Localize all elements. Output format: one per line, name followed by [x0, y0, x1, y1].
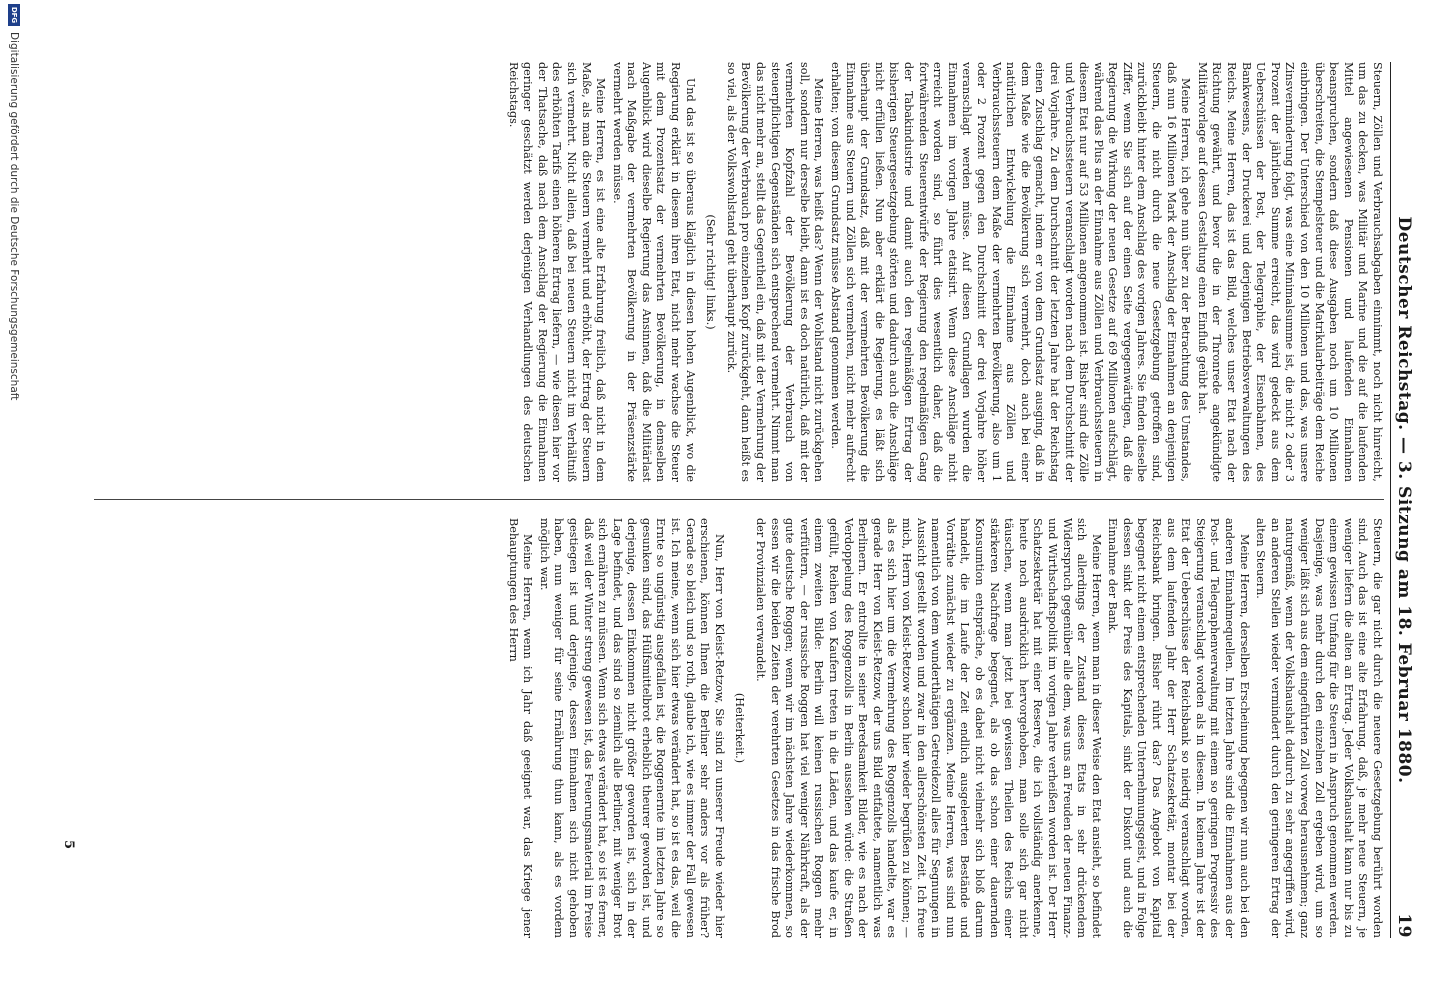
running-title: Deutscher Reichstag. — 3. Sitzung am 18. Februar 1880.	[1394, 216, 1414, 784]
paragraph: Meine Herren, wenn ich Jahr daß geeignet war, das Kriege jener Behauptungen des Herrn	[506, 518, 535, 938]
interjection: (Sehr richtig! links.)	[704, 214, 718, 330]
interjection: (Heiterkeit.)	[733, 692, 747, 764]
page-number: 19	[1394, 913, 1414, 938]
paragraph: Steuern, Zöllen und Verbrauchsabgaben einnimmt, noch nicht hinreicht, um das zu decken, was Militär und Marine und die auf die laufenden Mittel angewiesenen Pensionen und laufenden Einnahmen beanspruchen, sondern daß diese Ausgaben noch um 10 Millionen überschreiten, die Stempelsteuer und die Matrikularbeiträge dem Reiche einbringen. Der Unterschied von den 10 Millionen und das, was unsere Zinsverminderung folgt, was eine Minimalsumme ist, die nicht 2 oder 3 Prozent der jährlichen Summe erreicht, das wird gedeckt aus dem Ueberschüssen der Post, der Telegraphie, der Eisenbahnen, des Bankwesens, der Druckerei und derjenigen Betriebsverwaltungen des Reichs. Meine Herren, das ist das Bild, welches unser Etat nach der Richtung gewährt, und bevor die in der Thronrede angekündigte Militärvorlage auf dessen Gestaltung einen Einfluß geübt hat.	[1195, 62, 1384, 482]
paragraph: Meine Herren, ich gehe nun über zu der Betrachtung des Umstandes, daß nun 16 Millionen Mark der Anschlag der Einnahmen an denjenigen Steuern, die nicht durch die neue Gesetzgebung getroffen sind, zurückbleibt hinter dem Anschlag des vorigen Jahres. Sie finden dieselbe Ziffer, wenn Sie sich auf der einen Seite vergegenwärtigen, daß die Regierung die Wirkung der neuen Gesetze auf 69 Millionen aufschlägt, während das Plus an der Einnahme aus Zöllen und Verbrauchssteuern in diesem Etat nur auf 53 Millionen angenommen ist. Bisher sind die Zölle und Verbrauchssteuern veranschlagt worden nach dem Durchschnitt der drei Vorjahre. Zu dem Durchschnitt der letzten Jahre hat der Reichstag einen Zuschlag gemacht, indem er von dem Grundsatz ausging, daß in dem Maße wie die Bevölkerung sich vermehrt, doch auch bei einer natürlichen Entwickelung die Einnahme aus Zöllen und Verbrauchssteuern dem Maße der vermehrten Bevölkerung, also um 1 oder 2 Prozent gegen den Durchschnitt der drei Vorjahre höher veranschlagt werden müsse. Auf diesen Grundlagen wurden die Einnahmen im vorigen Jahre etatisirt. Wenn diese Anschläge nicht erreicht worden sind, so führt dies wesentlich daher, daß die fortwährenden Steuerentwürfe der Regierung den regelmäßigen Gang der Tabakindustrie und damit auch den regelmäßigen Ertrag der bisherigen Steuergesetzgebung störten und dadurch auch die Anschläge nicht erfüllen ließen. Nun aber erklärt die Regierung, es läßt sich überhaupt der Grundsatz, daß mit der vermehrten Bevölkerung die Einnahme aus Steuern und Zöllen sich vermehren, nicht mehr aufrecht erhalten; von diesem Grundsatz müsse Abstand genommen werden.	[829, 62, 1193, 482]
text-columns	[84, 62, 1384, 938]
paragraph: Meine Herren, derselben Erscheinung begegnen wir nun auch bei den anderen Einnahmequellen. Im letzten Jahre sind die Einnahmen aus der Post- und Telegraphenverwaltung mit einem so geringen Progressiv des Steigerung veranschlagt worden als in diesem. In keinem Jahre ist der Etat der Ueberschüsse der Reichsbank so niedrig veranschlagt worden, aus dem laufenden Jahr der Herr Schatzsekretär, montar bei der Reichsbank bringen. Bisher rührt das? Das Angebot von Kapital begegnet nicht einem entsprechenden Unternehmungsgeist, und in Folge dessen sinkt der Preis des Kapitals, sinkt der Diskont und auch die Einnahme der Bank.	[1106, 518, 1251, 938]
paragraph: Meine Herren, was heißt das? Wenn der Wohlstand nicht zurückgehen soll, sondern nur derselbe bleibt, dann ist es doch natürlich, daß mit der vermehrten Kopfzahl der Bevölkerung der Verbrauch von steuerpflichtigen Gegenständen sich entsprechend vermehrt. Nimmt man das nicht mehr an, stellt das Gegentheil ein, daß mit der Vermehrung der Bevölkerung der Verbrauch pro einzelnen Kopf zurückgeht, dann heißt es so viel, als der Volkswohlstand geht überhaupt zurück.	[724, 62, 826, 482]
credit-text: Digitalisierung gefördert durch die Deutsche Forschungsgemeinschaft	[8, 32, 20, 401]
paragraph: Und das ist so überaus kläglich in diesen hohen Augenblick, wo die Regierung erklärt in diesem ihren Etat, nicht mehr wachse die Steuer mit dem Prozentsatz der vermehrten Bevölkerung, in demselben Augenblick wird dieselbe Regierung das Ansinnen, daß die Militärlast nach Maßgabe der vermehrten Bevölkerung in der Präsenzstärke vermehrt werden müsse.	[610, 62, 697, 482]
paragraph: Steuern, die gar nicht durch die neuere Gesetzgebung berührt worden sind. Auch das ist eine alte Erfahrung, daß, je mehr neue Steuern, je weniger liefern die alten an Ertrag. Jeder Volkshaushalt kann nur bis zu einem gewissen Umfang für die Steuern in Anspruch genommen werden. Dasjenige, was mehr durch den einzelnen Zoll ergeben wird, um so weniger läßt sich aus dem eingeführten Zoll vorweg herausnehmen; ganz naturgemäß, wenn der Volkshaushalt dadurch zu sehr angegriffen wird, an anderen Stellen wieder vermindert durch den geringeren Ertrag der alten Steuern.	[1254, 518, 1384, 938]
signature-mark: 5	[61, 840, 76, 850]
paragraph: Nun, Herr von Kleist-Retzow, Sie sind zu unserer Freude wieder hier erschienen, können Ihnen die Berliner sehr anders vor als früher? Gerade so bleich und so roth, glaube ich, wie es immer der Fall gewesen ist. Ich meine, wenn sich hier etwas verändert hat, so ist es das, weil die Ernte so ungünstig ausgefallen ist, die Roggenernte im letzten Jahre so gesunken sind, das Hülfsmittelbrot erheblich theurer geworden ist, und derjenige, dessen Einkommen nicht größer geworden ist, sich in der Lage befindet, und das sind so ziemlich alle Berliner, mit weniger Brot sich ernähren zu müssen. Wenn sich etwas verändert hat, so ist es ferner, daß weil der Winter streng gewesen ist, das Feuerungsmaterial im Preise gestiegen ist und derjenige, dessen Einnahmen sich nicht gehoben haben, nun weniger für seine Ernährung thun kann, als es vordem möglich war.	[537, 518, 726, 938]
dfg-logo: DFG	[8, 4, 20, 26]
page-header	[1390, 62, 1418, 938]
digitization-credit	[4, 0, 24, 1000]
paragraph: Meine Herren, wenn man in dieser Weise den Etat ansieht, so befindet sich allerdings der Zustand dieses Etats in sehr drückendem Widerspruch gegenüber alle dem, was uns an Freuden der neuen Finanz- und Wirthschaftspolitik im vorigen Jahre verheißen worden ist. Der Herr Schatzsekretär hat mit einer Reserve, die ich vollständig anerkenne, heute noch ausdrücklich hervorgehoben, man solle sich gar nicht täuschen, wenn man jetzt bei gewissen Theilen des Reichs einer stärkeren Nachfrage begegnet, als ob das schon einer dauernden Konsumtion entspräche, ob es dabei nicht vielmehr sich bloß darum handelt, die im Laufe der Zeit endlich ausgeleerten Bestände und Vorräthe zunächst wieder zu ergänzen. Meine Herren, was sind nun namentlich von dem wunderthätigen Getreidezoll alles für Segnungen in Aussicht gestellt worden und zwar in den allerschönsten Zeit. Ich freue mich, Herrn von Kleist-Retzow schon hier wieder begrüßen zu können; — als es sich hier um die Vermehrung des Roggenzolls handelte, war es gerade Herr von Kleist-Retzow, der uns Bild entfaltete, namentlich was Berlinern. Er entrollte in seiner Beredsamkeit Bilder, wie es nach der Verdoppelung des Roggenzolls in Berlin aussehen würde: die Straßen gefüllt, Reihen von Kaufern treten in die Läden, und das kaufe er, in einem zweiten Bilde: Berlin will keinen russischen Roggen mehr verfüttern, — der russische Roggen hat viel weniger Nährkraft, als der gute deutsche Roggen; wenn wir im nächsten Jahre wiederkommen, so essen wir die beiden Zeiten der verehrten Gesetzes in das frische Brod der Provinzialen verwandelt.	[754, 518, 1103, 938]
paragraph: Meine Herren, es ist eine alte Erfahrung freilich, daß nicht in dem Maße, als man die Steuern vermehrt und erhöht, der Ertrag der Steuern sich vermehrt. Nicht allein, daß bei neuen Steuern nicht im Verhältniß des erhöhten Tarifs einen höheren Ertrag liefern, — wie diesen hier vor der Thatsache, daß nach dem Anschlag der Regierung die Einnahmen geringer geschätzt werden derjenigen Verhandlungen des deutschen Reichstags.	[506, 62, 608, 482]
column-divider	[94, 499, 1384, 500]
left-column	[503, 62, 1384, 482]
right-column	[503, 518, 1384, 938]
